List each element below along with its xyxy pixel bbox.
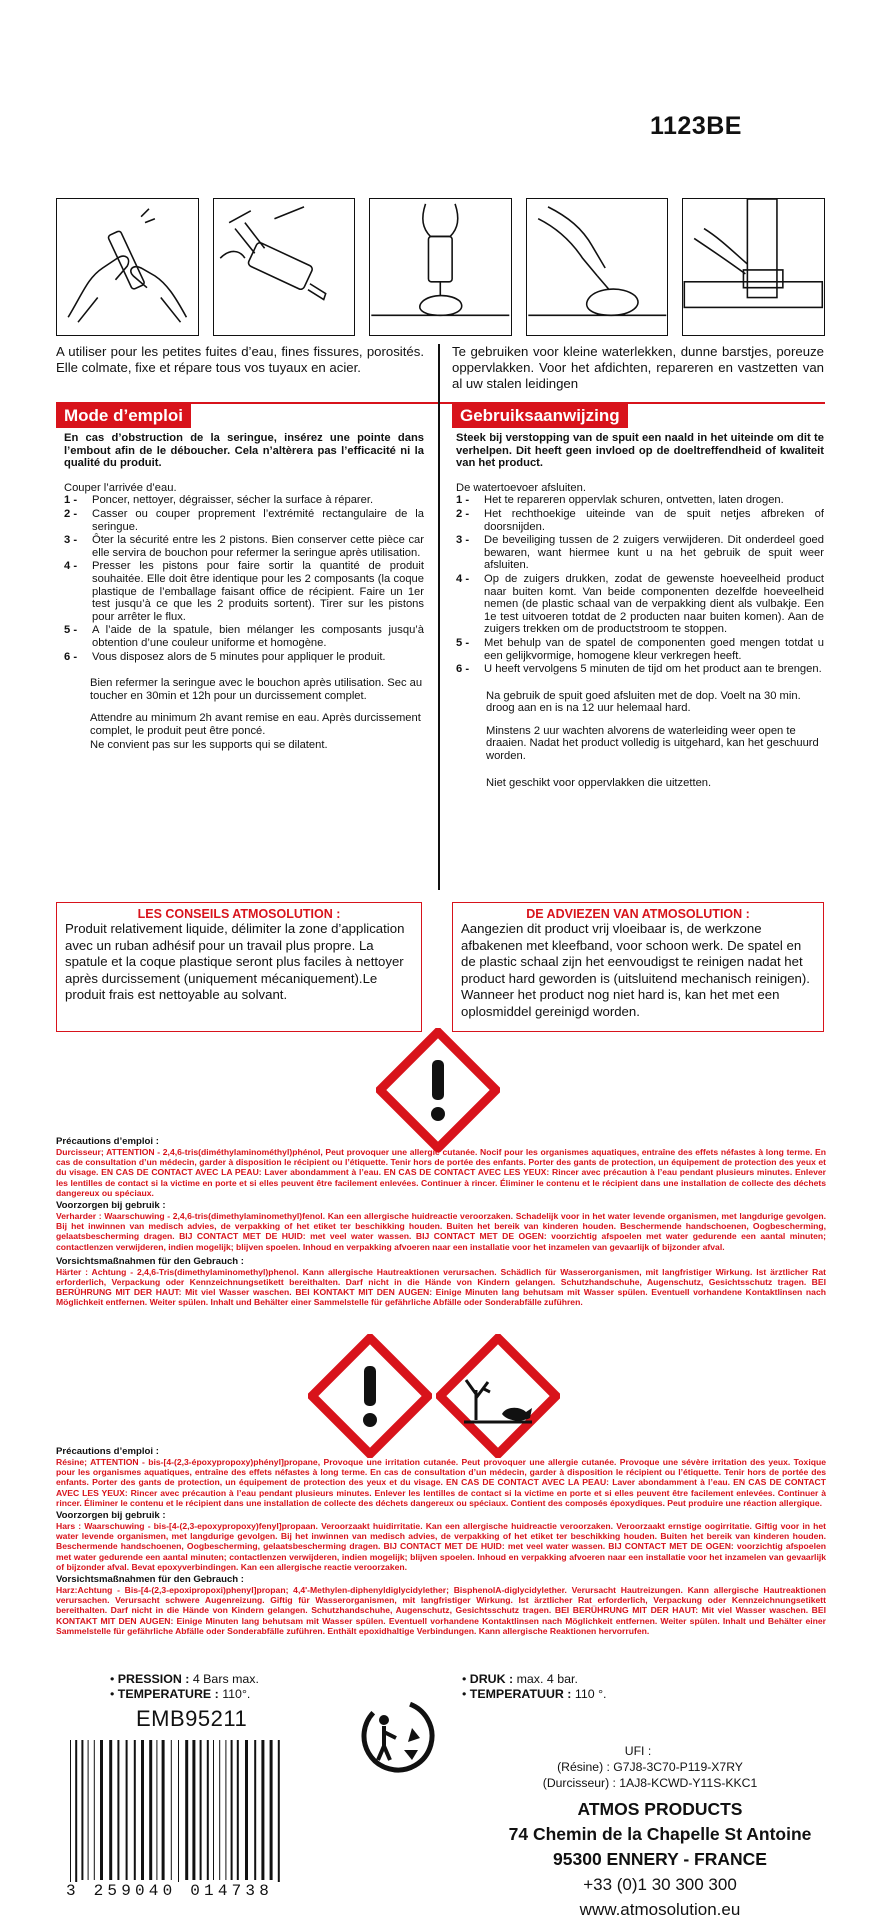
fr-para-2: Attendre au minimum 2h avant remise en eau. Après durcissement complet, le produit peut être poncé. xyxy=(90,712,421,737)
barcode-bar xyxy=(141,1740,144,1880)
list-item: 3 - Ôter la sécurité entre les 2 pistons. Bien conserver cette pièce car elle servira de bouchon pour refermer la seringue après utilisation. xyxy=(64,534,424,559)
barcode-bar xyxy=(162,1740,165,1880)
company-block xyxy=(480,1797,840,1920)
fr-conseils-title: LES CONSEILS ATMOSOLUTION : xyxy=(137,907,341,921)
hazard-title: Vorsichtsmaßnahmen für den Gebrauch : xyxy=(56,1574,245,1586)
barcode-bar xyxy=(237,1740,239,1880)
barcode-bar xyxy=(94,1740,95,1880)
nl-conseils-box xyxy=(452,902,824,1032)
druk-row: • DRUK : max. 4 bar. xyxy=(462,1672,578,1686)
nl-conseils-title: DE ADVIEZEN VAN ATMOSOLUTION : xyxy=(526,907,750,921)
exclamation-mark-hazard-icon xyxy=(308,1334,432,1458)
ufi-durcisseur: (Durcisseur) : 1AJ8-KCWD-Y11S-KKC1 xyxy=(542,1776,758,1790)
barcode-bar xyxy=(149,1740,152,1880)
environment-hazard-icon xyxy=(436,1334,560,1458)
hazard-text: Harz:Achtung - Bis-[4-(2,3-epoxipropoxi)phenyl]propan; 4,4'-Methylen-diphenyldiglycidylether; BisphenolA-diglycidylether. Verursacht Hautreizungen. Kann allergische Hautreaktionen verursachen. Verursacht schwere Augenreizung. Giftig für Wasserorganismen, mit langfristiger Wirkung. Ist ärztlicher Rat erforderlich, Verpackung oder Kennzeichnungsetikett bereithalten. Darf nicht in die Hände von Kindern gelangen. Schutzhandschuhe, Augenschutz, Gesichtsschutz tragen. BEI BERÜHRUNG MIT DER HAUT: Mit viel Wasser waschen. BEI KONTAKT MIT DEN AUGEN: Einige Minuten lang behutsam mit Wasser spülen. Eventuell vorhandene Kontaktlinsen nach Möglichkeit entfernen. Weiter spülen. Inhalt und Behälter einer Sammelstelle für gefährliche Abfälle oder Sonderabfälle zuführen. Enthält epoxidhaltige Verbindungen. Kann allergische Reaktionen hervorrufen. xyxy=(56,1585,826,1636)
barcode-bar xyxy=(192,1740,195,1880)
list-item: 2 - Casser ou couper proprement l’extrémité rectangulaire de la seringue. xyxy=(64,507,424,533)
barcode-bar xyxy=(178,1740,179,1890)
barcode-bar xyxy=(270,1740,273,1880)
barcode-bar xyxy=(185,1740,188,1880)
fr-lead: Couper l’arrivée d’eau. xyxy=(64,481,177,494)
barcode-bar xyxy=(156,1740,157,1880)
hazard-title: Vorsichtsmaßnahmen für den Gebrauch : xyxy=(56,1255,245,1267)
barcode-bar xyxy=(117,1740,119,1880)
hands-breaking-syringe-tip-illustration xyxy=(56,198,199,336)
barcode-bar xyxy=(75,1740,77,1890)
list-item: 6 - U heeft vervolgens 5 minuten de tijd om het product aan te brengen. xyxy=(456,663,822,676)
list-item: 1 - Poncer, nettoyer, dégraisser, sécher la surface à réparer. xyxy=(64,494,374,507)
list-item: 4 - Op de zuigers drukken, zodat de gewenste hoeveelheid product naar buiten komt. Van beide componenten dezelfde hoeveelheid nemen (de plastic schaal van de verpakking dient als vulbakje. Een 1e test uitvoeren totdat de 2 producten naar buiten komen). Aan de zuigers trekken om de productstroom te stoppen. xyxy=(456,572,824,636)
fr-mode-emploi xyxy=(56,404,424,752)
company-name: ATMOS PRODUCTS xyxy=(577,1799,743,1819)
list-item: 4 - Presser les pistons pour faire sortir la quantité de produit souhaitée. Elle doit être identique pour les 2 composants (la coque plastique de l’emballage faisant office de récipient. Faire un 1er test jusqu’à ce que les 2 produits sortent). Tirer sur les pistons pour arrêter le flux. xyxy=(64,560,424,623)
list-item: 3 - De beveiliging tussen de 2 zuigers verwijderen. Dit onderdeel goed bewaren, want hiermee kunt u na het gebruik de spuit weer afsluiten. xyxy=(456,534,824,572)
barcode-bar xyxy=(278,1740,280,1890)
nl-gebruiksaanwijzing xyxy=(452,404,824,789)
nl-specs xyxy=(462,1672,606,1702)
company-phone: +33 (0)1 30 300 300 xyxy=(583,1875,737,1894)
barcode-bar xyxy=(134,1740,136,1880)
ufi-title: UFI : xyxy=(624,1744,652,1758)
barcode-bar xyxy=(225,1740,226,1880)
ean-number: 3 259040 014738 xyxy=(66,1882,306,1900)
nl-bold-intro: Steek bij verstopping van de spuit een naald in het uiteinde om dit te verhelpen. Dit heeft geen invloed op de doeltreffendheid of kwaliteit van het product. xyxy=(456,432,824,470)
hazard-title: Précautions d’emploi : xyxy=(56,1446,159,1457)
list-item: 2 - Het rechthoekige uiteinde van de spuit netjes afbreken of doorsnijden. xyxy=(456,507,824,533)
nl-steps xyxy=(452,494,824,675)
barcode-bar xyxy=(207,1740,209,1880)
exclamation-mark-hazard-icon xyxy=(376,1028,500,1152)
barcode-bar xyxy=(245,1740,248,1880)
triman-recycling-icon xyxy=(360,1698,436,1774)
barcode-bar xyxy=(219,1740,220,1880)
company-address: 74 Chemin de la Chapelle St Antoine xyxy=(508,1824,812,1844)
product-code: 1123BE xyxy=(650,112,742,140)
barcode-bar xyxy=(88,1740,89,1880)
hazard-text: Härter : Achtung - 2,4,6-Tris(dimethylaminomethyl)phenol. Kann allergische Hautreaktionen verursachen. Schädlich für Wasserorganismen, mit langfristiger Wirkung. Ist ärztlicher Rat erforderlich, Verpackung oder Kennzeichnungsetikett bereithalten. Darf nicht in die Hände von Kindern gelangen. Schutzhandschuhe, Augenschutz, Gesichtsschutz tragen. BEI BERÜHRUNG MIT DER HAUT: Mit viel Wasser waschen. BEI KONTAKT MIT DEN AUGEN: Einige Minuten lang behutsam mit Wasser spülen. Eventuell vorhandene Kontaktlinsen nach Möglichkeit entfernen. Weiter spülen. Inhalt und Behälter einer Sammelstelle für gefährliche Abfälle oder Sonderabfälle zuführen. xyxy=(56,1266,826,1308)
barcode-bar xyxy=(100,1740,103,1880)
mixing-with-spatula-illustration xyxy=(526,198,669,336)
pressing-product-out-illustration xyxy=(369,198,512,336)
hazard-text: Résine; ATTENTION - bis-[4-(2,3-époxypropoxy)phényl]propane, Provoque une irritation cutanée. Peut provoquer une allergie cutanée. Provoque une sévère irritation des yeux. Toxique pour les organismes aquatiques, entraîne des effets néfastes à long terme. En cas de consultation d’un médecin, garder à disposition le récipient ou l’étiquette. Tenir hors de portée des enfants. Porter des gants de protection, un équipement de protection des yeux et du visage. EN CAS DE CONTACT AVEC LA PEAU: Laver abondamment à l’eau. EN CAS DE CONTACT AVEC LES YEUX: Rincer avec précaution à l’eau pendant plusieurs minutes. Enlever les lentilles de contact si la victime en porte et si elles peuvent être facilement enlevées. Continuer à rincer. Éliminer le contenu et le récipient dans une installation de collecte des déchets dangereux ou spéciaux. Contient des composés époxydiques. Peut produire une réaction allergique. xyxy=(56,1457,826,1508)
fr-steps xyxy=(56,494,424,663)
barcode-bar xyxy=(70,1740,71,1890)
fr-section-title: Mode d’emploi xyxy=(56,404,191,428)
company-website: www.atmosolution.eu xyxy=(579,1900,741,1919)
barcode-bar xyxy=(126,1740,128,1880)
barcode-bar xyxy=(261,1740,264,1880)
list-item: 6 - Vous disposez alors de 5 minutes pour appliquer le produit. xyxy=(64,650,386,663)
nl-para-2: Minstens 2 uur wachten alvorens de waterleiding weer open te draaien. Nadat het product volledig is uitgehard, kan het geschuurd worden. xyxy=(486,724,819,763)
fr-para-1: Bien refermer la seringue avec le bouchon après utilisation. Sec au toucher en 30min et 12h pour un durcissement complet. xyxy=(90,677,423,702)
hazard-text: Hars : Waarschuwing - bis-[4-(2,3-epoxypropoxy)fenyl]propaan. Veroorzaakt huidirritatie. Kan een allergische huidreactie veroorzaken. Veroorzaakt ernstige oogirritatie. Giftig voor in het water levende organismen, met langdurige gevolgen. Bij het inwinnen van medisch advies, de verpakking of het etiket ter beschikking houden. Buiten het bereik van kinderen houden. Beschermende handschoenen, Oogbescherming, gelaatsbescherming dragen. BIJ CONTACT MET DE HUID: met veel water wassen. BIJ CONTACT MET DE OGEN: voorzichtig afspoelen met water gedurende een aantal minuten; contactlenzen verwijderen, indien mogelijk; blijven spoelen. Inhoud en verpakking afvoeren naar een installatie voor het inzamelen van gevaarlijk of bijzonder afval. Bevat epoxyverbindingen. Kan een allergische reactie veroorzaken. xyxy=(56,1521,826,1572)
temperatuur-row: • TEMPERATUUR : 110 °. xyxy=(462,1687,607,1701)
fr-para-3: Ne convient pas sur les supports qui se dilatent. xyxy=(90,739,328,752)
barcode-bar xyxy=(231,1740,233,1880)
hazard-title: Voorzorgen bij gebruik : xyxy=(56,1200,166,1212)
list-item: 1 - Het te repareren oppervlak schuren, ontvetten, laten drogen. xyxy=(456,494,784,507)
hazard-block-hardener xyxy=(56,1136,826,1308)
barcode-bar xyxy=(200,1740,202,1880)
emb-code: EMB95211 xyxy=(136,1706,248,1731)
nl-conseils-body: Aangezien dit product vrij vloeibaar is, de werkzone afbakenen met kleefband, voor schoon werk. De spatel en de plastic schaal zijn het eenvoudigst te reinigen nadat het product hard geworden is (uitsluitend mechanisch reinigen). Wanneer het product nog niet hard is, kan het met een oplosmiddel gereinigd worden. xyxy=(461,921,810,1019)
illustration-strip xyxy=(56,198,825,336)
temperature-row: • TEMPERATURE : 110°. xyxy=(110,1687,251,1701)
barcode xyxy=(66,1740,306,1890)
nl-intro: Te gebruiken voor kleine waterlekken, dunne barstjes, poreuze oppervlakken. Voor het afdichten, repareren en vastzetten van al uw stalen leidingen xyxy=(452,344,824,391)
ufi-resine: (Résine) : G7J8-3C70-P119-X7RY xyxy=(557,1760,743,1774)
fr-conseils-body: Produit relativement liquide, délimiter la zone d’application avec un ruban adhésif pour un travail plus propre. La spatule et la coque plastique seront plus faciles à nettoyer après durcissement (uniquement mécaniquement).Le produit frais est nettoyable au solvant. xyxy=(65,921,405,1002)
fr-intro: A utiliser pour les petites fuites d’eau, fines fissures, porosités. Elle colmate, fixe et répare tous vos tuyaux en acier. xyxy=(56,344,424,375)
nl-para-1: Na gebruik de spuit goed afsluiten met de dop. Voelt na 30 min. droog aan en is na 12 uur helemaal hard. xyxy=(486,689,801,715)
barcode-bar xyxy=(254,1740,256,1880)
nl-lead: De watertoevoer afsluiten. xyxy=(456,481,586,494)
column-divider xyxy=(438,344,440,890)
barcode-bar xyxy=(213,1740,214,1880)
hazard-text: Durcisseur; ATTENTION - 2,4,6-tris(diméthylaminométhyl)phénol, Peut provoquer une allergie cutanée. Nocif pour les organismes aquatiques, entraîne des effets néfastes à long terme. En cas de consultation d’un médecin, garder à disposition le récipient ou l’étiquette. Tenir hors de portée des enfants. Porter des gants de protection, un équipement de protection des yeux et du visage. EN CAS DE CONTACT AVEC LA PEAU: Laver abondamment à l’eau. EN CAS DE CONTACT AVEC LES YEUX: Rincer avec précaution à l’eau pendant plusieurs minutes. Enlever les lentilles de contact si la victime en porte et si elles peuvent être facilement enlevées. Continuer à rincer. Éliminer le contenu et le récipient dans une installation de collecte des déchets dangereux ou spéciaux. xyxy=(56,1147,826,1198)
hazard-text: Verharder : Waarschuwing - 2,4,6-tris(dimethylaminomethyl)fenol. Kan een allergische huidreactie veroorzaken. Schadelijk voor in het water levende organismen, met langdurige gevolgen. Bij het inwinnen van medisch advies, de verpakking of het etiket ter beschikking houden. Buiten het bereik van kinderen houden. Beschermende handschoenen, Oogbescherming, gelaatsbescherming dragen. BIJ CONTACT MET DE HUID: met veel water wassen. BIJ CONTACT MET DE OGEN: voorzichtig afspoelen met water gedurende een aantal minuten; contactlenzen verwijderen, indien mogelijk; blijven spoelen. Inhoud en verpakking afvoeren naar een installatie voor het inzamelen van gevaarlijk of bijzonder afval. xyxy=(56,1211,826,1252)
nl-section-title: Gebruiksaanwijzing xyxy=(452,404,628,428)
fr-specs xyxy=(110,1672,259,1702)
list-item: 5 - A l’aide de la spatule, bien mélanger les composants jusqu’à obtention d’une couleur uniforme et homogène. xyxy=(64,624,424,649)
pression-row: • PRESSION : 4 Bars max. xyxy=(110,1672,259,1686)
hazard-block-resin xyxy=(56,1446,826,1636)
barcode-bar xyxy=(109,1740,112,1880)
fr-bold-intro: En cas d’obstruction de la seringue, insérez une pointe dans l’embout afin de le déboucher. Cela n’altèrera pas l’efficacité ni la qualité du produit. xyxy=(64,432,424,470)
hazard-title: Précautions d’emploi : xyxy=(56,1136,159,1147)
barcode-bar xyxy=(81,1740,83,1880)
company-city: 95300 ENNERY - FRANCE xyxy=(553,1849,767,1869)
hazard-title: Voorzorgen bij gebruik : xyxy=(56,1510,166,1522)
syringe-pistons-illustration xyxy=(213,198,356,336)
nl-para-3: Niet geschikt voor oppervlakken die uitzetten. xyxy=(486,776,712,789)
fr-conseils-box xyxy=(56,902,422,1032)
list-item: 5 - Met behulp van de spatel de componenten goed mengen totdat u een gelijkvormige, homogene kleur verkregen heeft. xyxy=(456,636,824,662)
applying-on-pipe-illustration xyxy=(682,198,825,336)
barcode-bar xyxy=(171,1740,172,1880)
